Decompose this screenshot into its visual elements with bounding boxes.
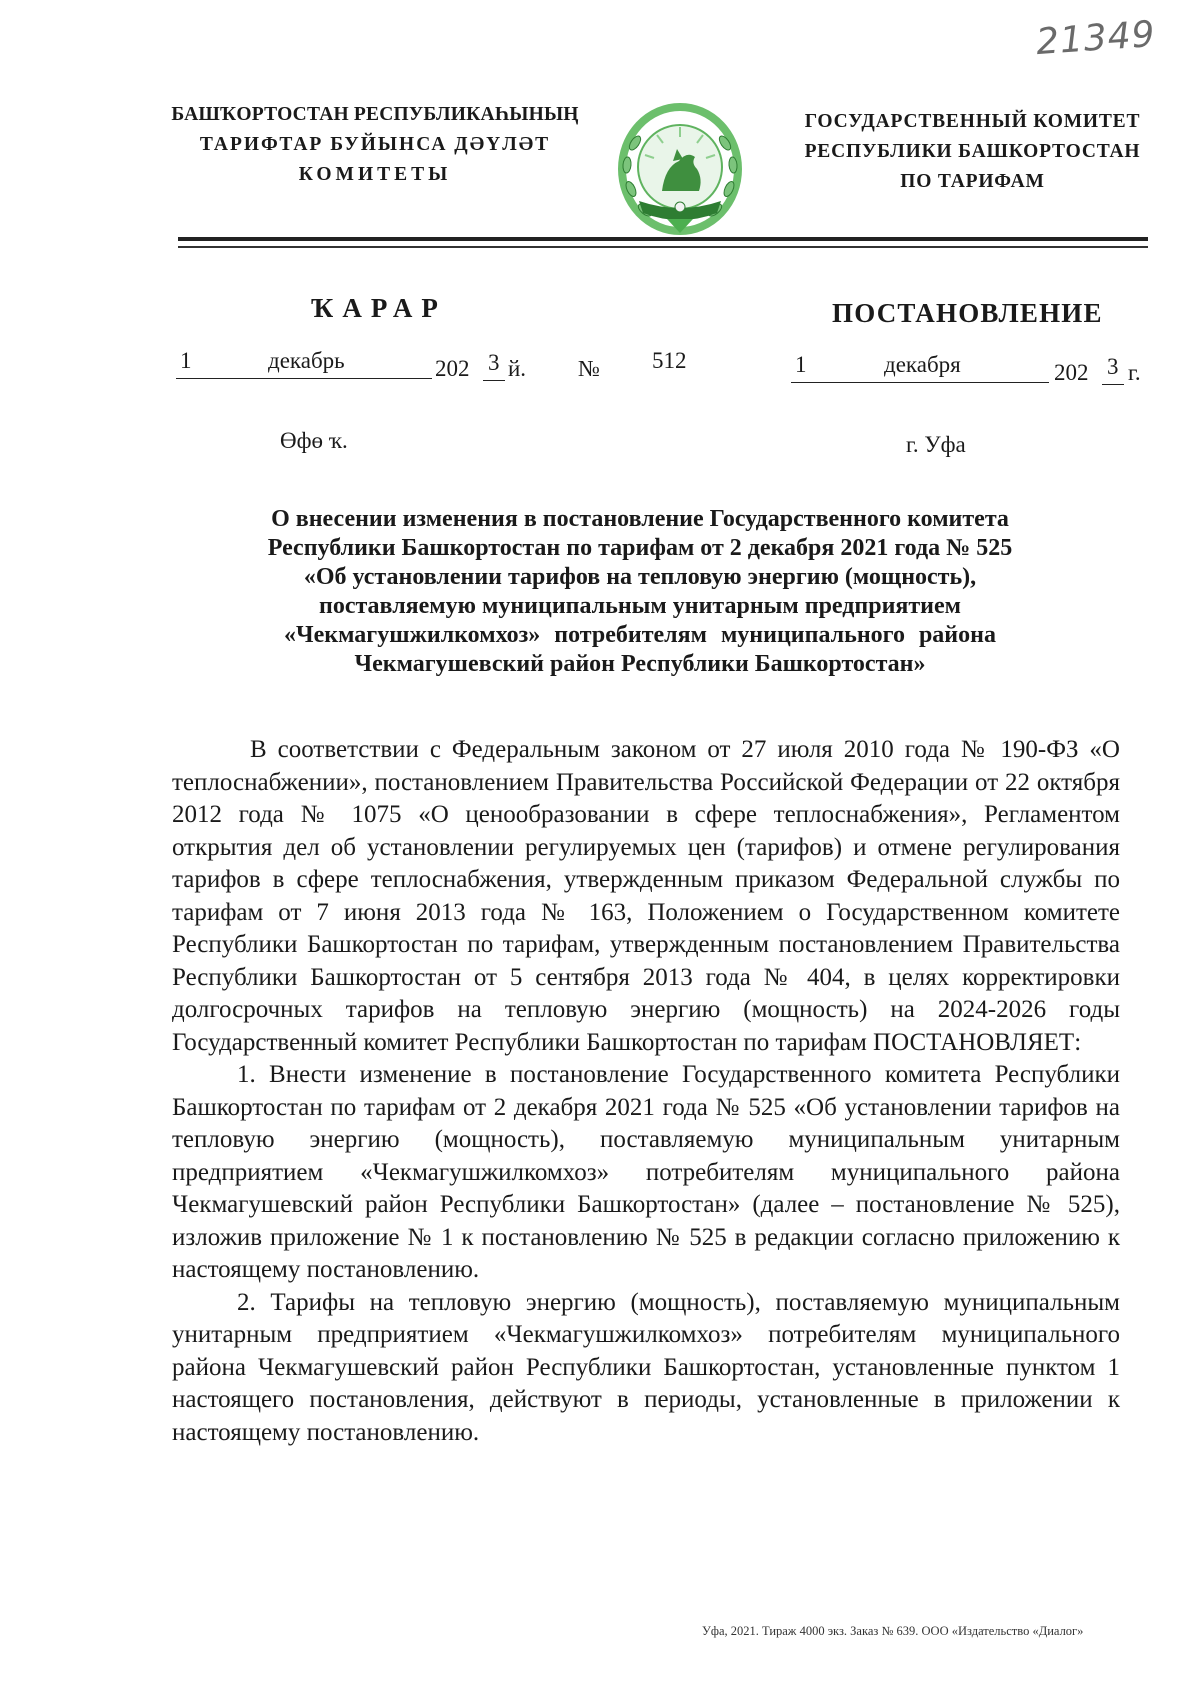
document-number: 512 (652, 348, 687, 373)
bashkortostan-coat-of-arms-icon (617, 103, 743, 235)
date-russian-month: декабря (884, 352, 961, 377)
date-bashkir-day: 1 (180, 348, 192, 373)
date-russian-underline (791, 382, 1049, 383)
paragraph-item-2: 2. Тарифы на тепловую энергию (мощность), поставляемую муниципальным унитарным предприятием «Чекмагушжилкомхоз» потребителям муниципального района Чекмагушевский район Республики Башкортостан, установленные пунктом 1 настоящего постановления, действуют в периоды, установленные в приложении к настоящему постановлению. (172, 1288, 1120, 1446)
date-russian-day: 1 (795, 352, 807, 377)
header-divider-thick (178, 237, 1148, 241)
header-right-line-1: ГОСУДАРСТВЕННЫЙ КОМИТЕТ (804, 111, 1141, 132)
paragraph-item-1: 1. Внести изменение в постановление Государственного комитета Республики Башкортостан по тарифам от 2 декабря 2021 года № 525 «Об установлении тарифов на тепловую энергию (мощность), поставляемую муниципальным унитарным предприятием «Чекмагушжилкомхоз» потребителям муниципального района Чекмагушевский район Республики Башкортостан» (далее – постановление № 525), изложив приложение № 1 к постановлению № 525 в редакции согласно приложению к настоящему постановлению. (172, 1061, 1120, 1283)
header-divider-thin (178, 246, 1148, 248)
date-bashkir-suffix: й. (508, 356, 527, 381)
title-line-6: Чекмагушевский район Республики Башкортостан» (354, 651, 926, 677)
header-left-bashkir (150, 100, 600, 190)
date-russian-year-underline (1102, 384, 1124, 385)
title-line-5: «Чекмагушжилкомхоз» потребителям муниципального района (284, 622, 996, 648)
date-russian-suffix: г. (1128, 360, 1141, 385)
header-left-line-2: ТАРИФТАР БУЙЫНСА ДӘҮЛӘТ (199, 134, 551, 155)
date-bashkir-underline (176, 378, 432, 379)
document-title (170, 505, 1110, 679)
header-right-russian (790, 107, 1155, 197)
header-right-line-2: РЕСПУБЛИКИ БАШКОРТОСТАН (804, 141, 1141, 162)
title-line-3: «Об установлении тарифов на тепловую энергию (мощность), (303, 564, 977, 590)
date-bashkir-year-digit: 3 (488, 350, 500, 375)
handwritten-number: 21349 (1034, 13, 1157, 64)
doc-type-bashkir: ҠАРАР (311, 293, 447, 323)
date-russian-year-digit: 3 (1107, 354, 1119, 379)
number-sign: № (578, 356, 600, 381)
title-line-1: О внесении изменения в постановление Государственного комитета (271, 506, 1009, 532)
header-left-line-1: БАШҠОРТОСТАН РЕСПУБЛИКАҺЫНЫҢ (171, 104, 579, 125)
date-bashkir-year-prefix: 202 (435, 356, 470, 381)
date-russian-year-prefix: 202 (1054, 360, 1089, 385)
date-bashkir-month: декабрь (268, 348, 345, 373)
paragraph-preamble: В соответствии с Федеральным законом от 27 июля 2010 года № 190-ФЗ «О теплоснабжении», постановлением Правительства Российской Федерации от 22 октября 2012 года № 1075 «О ценообразовании в сфере теплоснабжения», Регламентом открытия дел об установлении регулируемых цен (тарифов) и отмене регулирования тарифов в сфере теплоснабжения, утвержденным приказом Федеральной службы по тарифам от 7 июня 2013 года № 163, Положением о Государственном комитете Республики Башкортостан по тарифам, утвержденным постановлением Правительства Республики Башкортостан от 5 сентября 2013 года № 404, в целях корректировки долгосрочных тарифов на тепловую энергию (мощность) на 2024-2026 годы Государственный комитет Республики Башкортостан по тарифам ПОСТАНОВЛЯЕТ: (172, 736, 1120, 1056)
doc-type-russian: ПОСТАНОВЛЕНИЕ (832, 298, 1103, 328)
city-russian: г. Уфа (906, 432, 966, 457)
city-bashkir: Өфө ҡ. (280, 428, 348, 453)
header-left-line-3: КОМИТЕТЫ (298, 164, 452, 185)
header-right-line-3: ПО ТАРИФАМ (900, 171, 1045, 192)
print-footer: Уфа, 2021. Тираж 4000 экз. Заказ № 639. ООО «Издательство «Диалог» (702, 1624, 1084, 1638)
date-bashkir-year-underline (483, 380, 505, 381)
title-line-4: поставляемую муниципальным унитарным предприятием (318, 593, 962, 619)
document-body (172, 734, 1120, 1449)
title-line-2: Республики Башкортостан по тарифам от 2 декабря 2021 года № 525 (267, 535, 1013, 561)
